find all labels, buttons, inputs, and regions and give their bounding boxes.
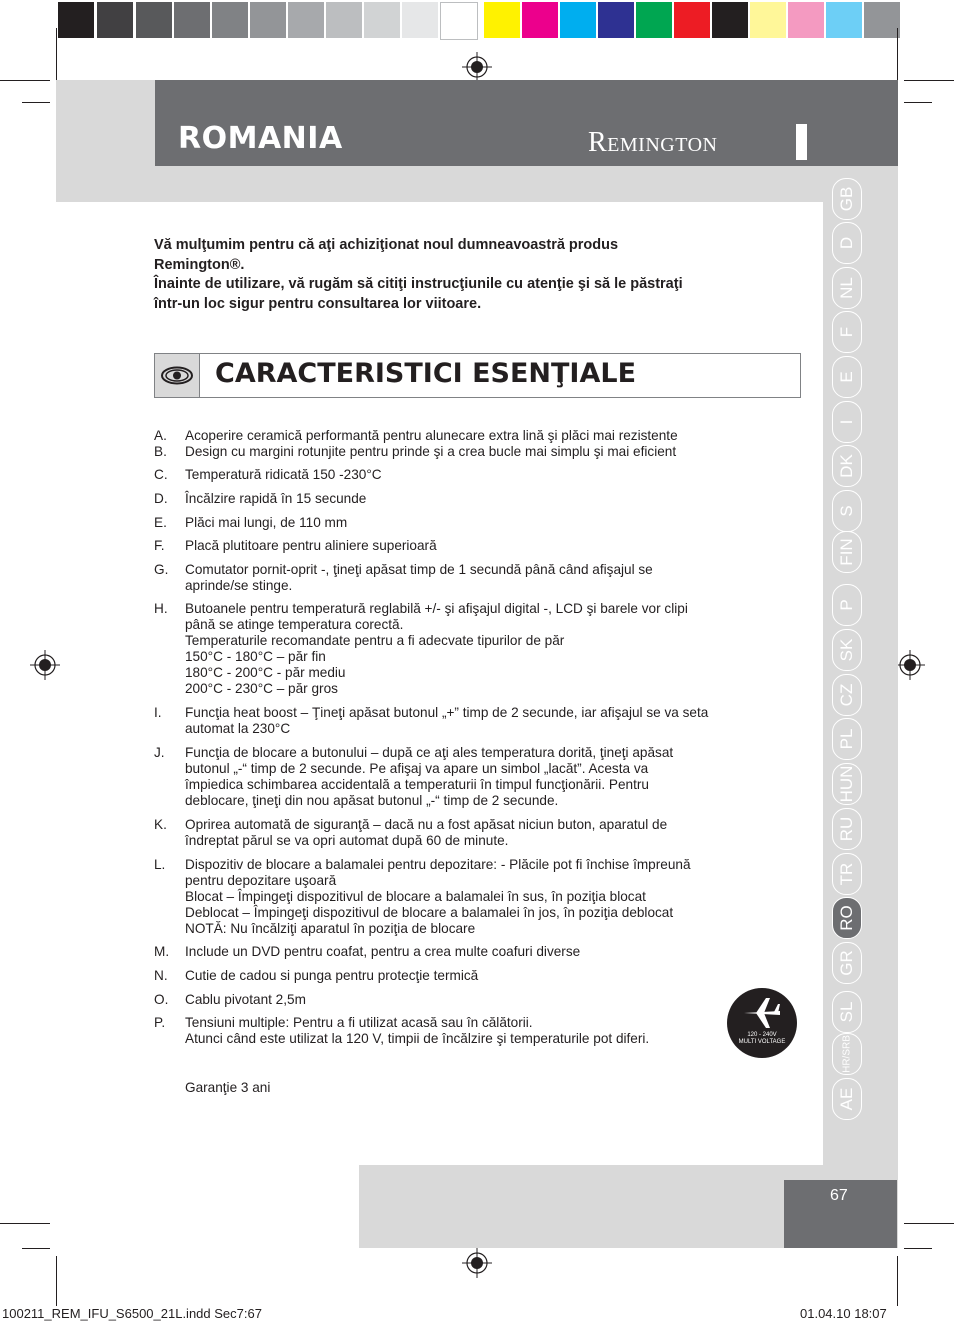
warranty-text: Garanţie 3 ani xyxy=(185,1080,271,1095)
language-tab-label: NL xyxy=(837,277,856,299)
brand-bar xyxy=(796,124,807,160)
color-swatch xyxy=(712,2,748,38)
color-swatch xyxy=(58,2,94,38)
feature-item xyxy=(154,467,784,483)
language-tab-label: SK xyxy=(837,638,856,662)
feature-letter: J. xyxy=(154,745,165,760)
registration-mark-icon xyxy=(462,1248,492,1278)
feature-item xyxy=(154,491,784,507)
language-tab-sl[interactable] xyxy=(832,991,862,1033)
color-swatch xyxy=(250,2,286,38)
section-icon-box xyxy=(155,354,200,397)
color-swatch xyxy=(674,2,710,38)
language-tab-hun[interactable] xyxy=(832,763,862,805)
registration-mark-icon xyxy=(462,52,492,82)
language-tab-hr-srb[interactable] xyxy=(832,1033,862,1075)
crop-mark xyxy=(0,1223,50,1224)
feature-item xyxy=(154,444,784,460)
intro-line: Vă mulţumim pentru că aţi achiziţionat noul dumneavoastră produs xyxy=(154,237,619,253)
section-header xyxy=(154,353,801,398)
feature-item xyxy=(154,601,784,697)
feature-text: Include un DVD pentru coafat, pentru a crea multe coafuri diverse xyxy=(185,944,581,959)
feature-item xyxy=(154,745,784,809)
feature-item xyxy=(154,992,784,1008)
language-tab-sk[interactable] xyxy=(832,629,862,671)
language-tab-label: D xyxy=(837,236,856,250)
crop-mark xyxy=(22,1248,50,1249)
multi-voltage-badge xyxy=(727,988,797,1058)
language-tab-fin[interactable] xyxy=(832,531,862,573)
crop-mark xyxy=(56,1256,57,1306)
feature-letter: F. xyxy=(154,538,165,553)
feature-item xyxy=(154,968,784,984)
language-tab-p[interactable] xyxy=(832,584,862,626)
color-swatch xyxy=(522,2,558,38)
color-swatch xyxy=(326,2,362,38)
language-tab-label: I xyxy=(837,419,856,425)
crop-mark xyxy=(904,102,932,103)
language-tab-ro[interactable] xyxy=(832,897,862,939)
color-swatch xyxy=(364,2,400,38)
feature-item xyxy=(154,857,784,937)
language-tab-tr[interactable] xyxy=(832,853,862,895)
feature-item xyxy=(154,538,784,554)
intro-line: Remington®. xyxy=(154,256,245,273)
language-tab-cz[interactable] xyxy=(832,674,862,716)
feature-letter: D. xyxy=(154,491,168,506)
feature-item xyxy=(154,705,784,737)
page-number: 67 xyxy=(830,1187,848,1204)
language-tab-label: F xyxy=(837,326,856,338)
feature-letter: I. xyxy=(154,705,162,720)
badge-label: MULTI VOLTAGE xyxy=(738,1039,786,1045)
crop-mark xyxy=(56,28,57,80)
color-swatch xyxy=(826,2,862,38)
registration-mark-icon xyxy=(30,650,60,680)
language-tab-gb[interactable] xyxy=(832,178,862,220)
feature-text: Oprirea automată de siguranţă – dacă nu a fost apăsat niciun buton, aparatul de îndreptat părul se va opri automat după 60 de minute. xyxy=(185,817,668,848)
brand-logo: Remington xyxy=(588,127,718,158)
feature-letter: P. xyxy=(154,1015,166,1030)
color-swatch xyxy=(136,2,172,38)
feature-letter: E. xyxy=(154,515,167,530)
color-swatch xyxy=(484,2,520,38)
color-swatch xyxy=(174,2,210,38)
language-tab-nl[interactable] xyxy=(832,267,862,309)
language-tab-d[interactable] xyxy=(832,222,862,264)
registration-mark-icon xyxy=(895,650,925,680)
language-tab-label: P xyxy=(837,599,856,611)
feature-text: Placă plutitoare pentru aliniere superioară xyxy=(185,538,437,553)
language-tab-label: E xyxy=(837,371,856,383)
language-tab-gr[interactable] xyxy=(832,942,862,984)
airplane-icon xyxy=(742,996,782,1030)
color-swatch xyxy=(750,2,786,38)
color-swatch xyxy=(864,2,900,38)
feature-letter: C. xyxy=(154,467,168,482)
color-swatch xyxy=(288,2,324,38)
feature-text: Design cu margini rotunjite pentru prinde şi a crea bucle mai simplu şi mai eficient xyxy=(185,444,677,459)
color-swatch xyxy=(598,2,634,38)
feature-text: Temperatură ridicată 150 -230°C xyxy=(185,467,382,482)
feature-text: Tensiuni multiple: Pentru a fi utilizat acasă sau în călătorii. Atunci când este utilizat la 120 V, timpii de încălzire şi temperaturile pot diferi. xyxy=(185,1015,650,1046)
language-tab-i[interactable] xyxy=(832,401,862,443)
crop-mark xyxy=(904,80,954,81)
feature-item xyxy=(154,562,784,594)
feature-text: Comutator pornit-oprit -, ţineţi apăsat timp de 1 secundă până când afişajul se aprinde/se stinge. xyxy=(185,562,653,593)
feature-letter: A. xyxy=(154,428,167,443)
language-tab-label: HUN xyxy=(837,765,856,803)
feature-text: Cablu pivotant 2,5m xyxy=(185,992,306,1007)
feature-item xyxy=(154,1015,784,1047)
footer-file-info: 100211_REM_IFU_S6500_21L.indd Sec7:67 xyxy=(2,1306,262,1321)
crop-mark xyxy=(897,28,898,80)
feature-text: Încălzire rapidă în 15 secunde xyxy=(185,491,367,506)
color-swatch xyxy=(788,2,824,38)
language-tab-label: HR/SRB xyxy=(841,1035,853,1073)
feature-letter: H. xyxy=(154,601,168,616)
language-tab-label: DK xyxy=(837,454,856,478)
intro-line: într-un loc sigur pentru consultarea lor viitoare. xyxy=(154,295,482,312)
feature-letter: M. xyxy=(154,944,170,959)
language-tab-label: RU xyxy=(837,816,856,842)
language-tab-pl[interactable] xyxy=(832,718,862,760)
language-tab-label: SL xyxy=(837,1001,856,1023)
page-title: ROMANIA xyxy=(178,121,343,156)
intro-text xyxy=(154,236,774,314)
language-tab-f[interactable] xyxy=(832,311,862,353)
feature-letter: B. xyxy=(154,444,167,459)
language-tab-label: S xyxy=(837,505,856,517)
feature-letter: K. xyxy=(154,817,167,832)
crop-mark xyxy=(904,1223,954,1224)
language-tab-ru[interactable] xyxy=(832,808,862,850)
feature-item xyxy=(154,428,784,444)
feature-letter: G. xyxy=(154,562,169,577)
badge-voltage: 120 - 240V xyxy=(747,1032,777,1038)
color-swatch xyxy=(402,2,438,38)
crop-mark xyxy=(0,80,50,81)
language-tab-label: RO xyxy=(837,905,856,931)
eye-icon xyxy=(155,354,199,397)
intro-line: Înainte de utilizare, vă rugăm să citiţi instrucţiunile cu atenţie şi să le păstraţi xyxy=(154,276,683,292)
crop-mark xyxy=(897,1256,898,1306)
feature-item xyxy=(154,944,784,960)
feature-text: Dispozitiv de blocare a balamalei pentru depozitare: - Plăcile pot fi închise împreună pentru depozitare uşoară Blocat – Împingeţi dispozitivul de blocare a balamalei în sus, în poziţia blocat Deblocat – Împingeţi dispozitivul de blocare a balamalei în jos, în poziţia deblocat NOTĂ: Nu încălziţi aparatul în poziţia de blocare xyxy=(185,857,691,936)
language-tab-label: AE xyxy=(837,1087,856,1111)
language-tab-label: CZ xyxy=(837,683,856,707)
feature-letter: N. xyxy=(154,968,168,983)
section-title: CARACTERISTICI ESENŢIALE xyxy=(215,358,637,389)
crop-mark xyxy=(904,1248,932,1249)
language-tab-ae[interactable] xyxy=(832,1078,862,1120)
color-swatch xyxy=(636,2,672,38)
color-swatch xyxy=(440,2,478,40)
language-tab-label: TR xyxy=(837,862,856,886)
color-swatch xyxy=(212,2,248,38)
color-swatch xyxy=(560,2,596,38)
feature-text: Cutie de cadou si punga pentru protecţie termică xyxy=(185,968,479,983)
feature-item xyxy=(154,817,784,849)
language-tab-s[interactable] xyxy=(832,490,862,532)
language-tab-e[interactable] xyxy=(832,356,862,398)
feature-text: Butoanele pentru temperatură reglabilă +/- şi afişajul digital -, LCD şi barele vor clipi până se atinge temperatura corectă. Temperaturile recomandate pentru a fi adecvate tipurilor de păr 150°C - 180°C – păr fin 180°C - 200°C - păr mediu 200°C - 230°C – păr gros xyxy=(185,601,688,696)
feature-text: Funcţia de blocare a butonului – după ce aţi ales temperatura dorită, ţineţi apăsat butonul „-“ timp de 2 secunde. Pe afişaj va apare un simbol „lacăt”. Acesta va împiedica schimbarea accidentală a temperaturii în timpul funcţionării. Pentru deblocare, ţineţi din nou apăsat butonul „-“ timp de 2 secunde. xyxy=(185,745,674,808)
language-tab-label: GR xyxy=(837,950,856,976)
feature-letter: O. xyxy=(154,992,169,1007)
feature-text: Funcţia heat boost – Ţineţi apăsat butonul „+” timp de 2 secunde, iar afişajul se va seta automat la 230°C xyxy=(185,705,709,736)
footer-date: 01.04.10 18:07 xyxy=(800,1306,887,1321)
color-swatch xyxy=(97,2,133,38)
feature-text: Plăci mai lungi, de 110 mm xyxy=(185,515,348,530)
crop-mark xyxy=(22,102,50,103)
page-number-box xyxy=(784,1180,897,1248)
language-tab-dk[interactable] xyxy=(832,445,862,487)
language-tab-label: PL xyxy=(837,728,856,750)
language-tab-label: GB xyxy=(837,186,856,212)
feature-letter: L. xyxy=(154,857,166,872)
feature-text: Acoperire ceramică performantă pentru alunecare extra lină şi plăci mai rezistente xyxy=(185,428,678,443)
feature-item xyxy=(154,515,784,531)
language-tab-label: FIN xyxy=(837,538,856,566)
